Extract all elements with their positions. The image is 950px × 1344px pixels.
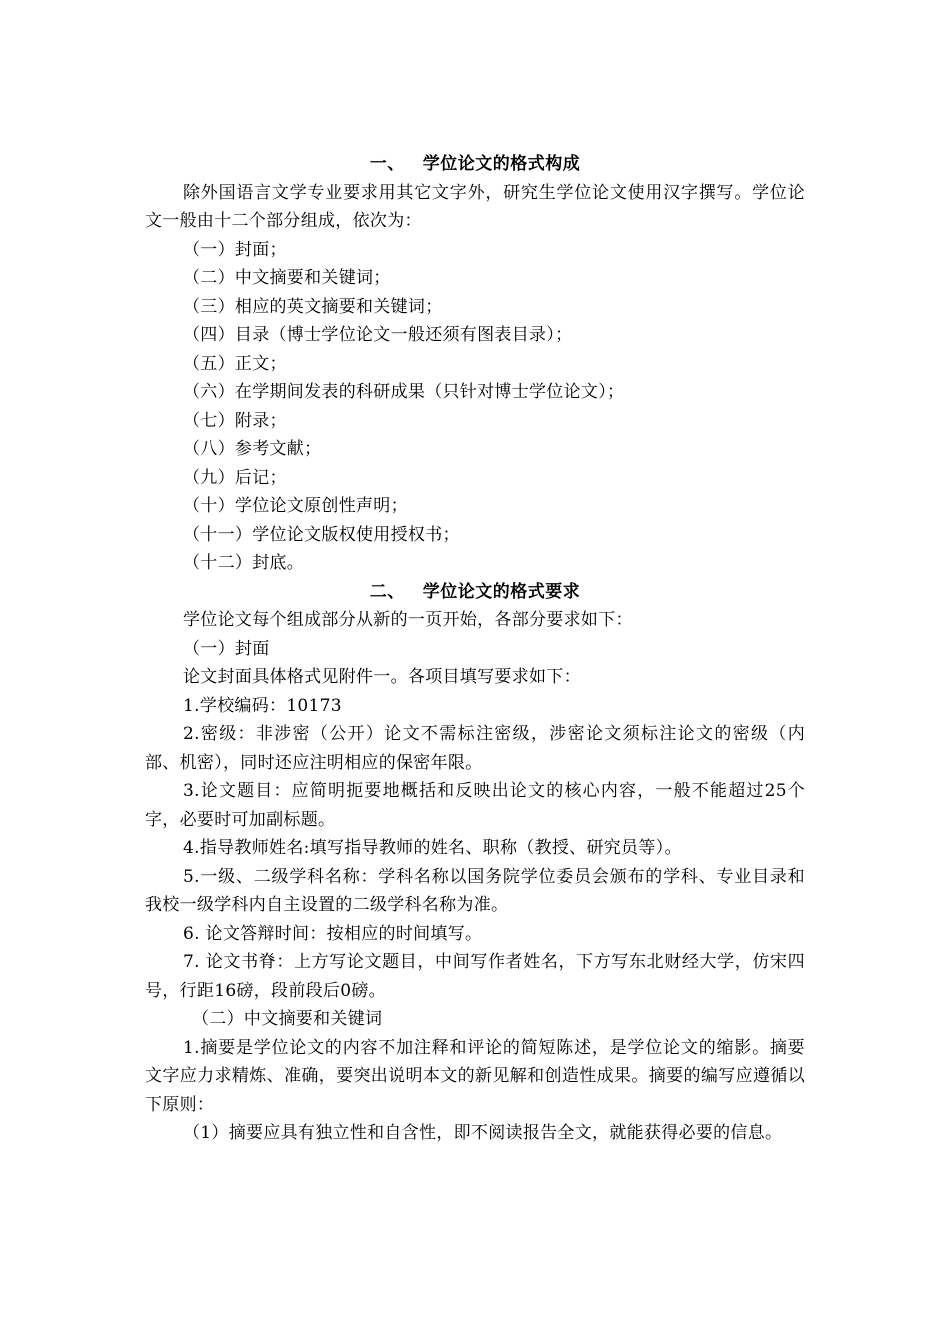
section-1-intro: 除外国语言文学专业要求用其它文字外，研究生学位论文使用汉字撰写。学位论文一般由十二个部分组成，依次为：: [145, 182, 805, 231]
list-item: （二）中文摘要和关键词；: [183, 268, 391, 288]
section-2-heading: [145, 578, 805, 607]
cover-item: 1.学校编码：10173: [183, 695, 342, 716]
list-item: （四）目录（博士学位论文一般还须有图表目录）；: [183, 325, 573, 345]
abstract-paragraph: （1）摘要应具有独立性和自含性，即不阅读报告全文，就能获得必要的信息。: [183, 1123, 783, 1143]
list-item: （七）附录；: [183, 410, 287, 431]
section-1-number: 一、: [369, 154, 405, 174]
cover-item: 7. 论文书脊：上方写论文题目，中间写作者姓名，下方写东北财经大学，仿宋四号，行距16磅，段前段后0磅。: [145, 952, 805, 1001]
abstract-paragraph: 1.摘要是学位论文的内容不加注释和评论的简短陈述，是学位论文的缩影。摘要文字应力求精炼、准确，要突出说明本文的新见解和创造性成果。摘要的编写应遵循以下原则：: [145, 1037, 805, 1115]
section-2-title: 学位论文的格式要求: [422, 581, 581, 602]
list-item: （三）相应的英文摘要和关键词；: [183, 296, 443, 317]
cover-item: 4.指导教师姓名:填写指导教师的姓名、职称（教授、研究员等）。: [183, 838, 682, 858]
abstract-subheading: （二）中文摘要和关键词: [192, 1009, 383, 1029]
section-2-number: 二、: [369, 581, 405, 602]
list-item: （五）正文；: [183, 353, 287, 374]
cover-subheading: （一）封面: [183, 638, 270, 659]
document-body: [145, 150, 805, 1148]
list-item: （九）后记；: [183, 467, 287, 488]
cover-item: 5.一级、二级学科名称：学科名称以国务院学位委员会颁布的学科、专业目录和我校一级学科内自主设置的二级学科名称为准。: [145, 866, 805, 915]
cover-item: 2.密级：非涉密（公开）论文不需标注密级，涉密论文须标注论文的密级（内部、机密），同时还应注明相应的保密年限。: [145, 724, 805, 773]
list-item: （八）参考文献；: [183, 439, 322, 459]
cover-item: 3.论文题目：应简明扼要地概括和反映出论文的核心内容，一般不能超过25个字，必要时可加副标题。: [145, 781, 805, 830]
list-item: （十一）学位论文版权使用授权书；: [183, 524, 460, 545]
list-item: （一）封面；: [183, 239, 287, 260]
list-item: （十）学位论文原创性声明；: [183, 496, 408, 516]
section-1-title: 学位论文的格式构成: [422, 154, 581, 174]
cover-intro: 论文封面具体格式见附件一。各项目填写要求如下：: [183, 667, 581, 687]
section-2-intro: 学位论文每个组成部分从新的一页开始，各部分要求如下：: [183, 610, 633, 630]
list-item: （十二）封底。: [183, 553, 305, 573]
section-1-heading: [145, 150, 805, 179]
cover-item: 6. 论文答辩时间：按相应的时间填写。: [183, 923, 483, 944]
list-item: （六）在学期间发表的科研成果（只针对博士学位论文）；: [183, 382, 625, 402]
